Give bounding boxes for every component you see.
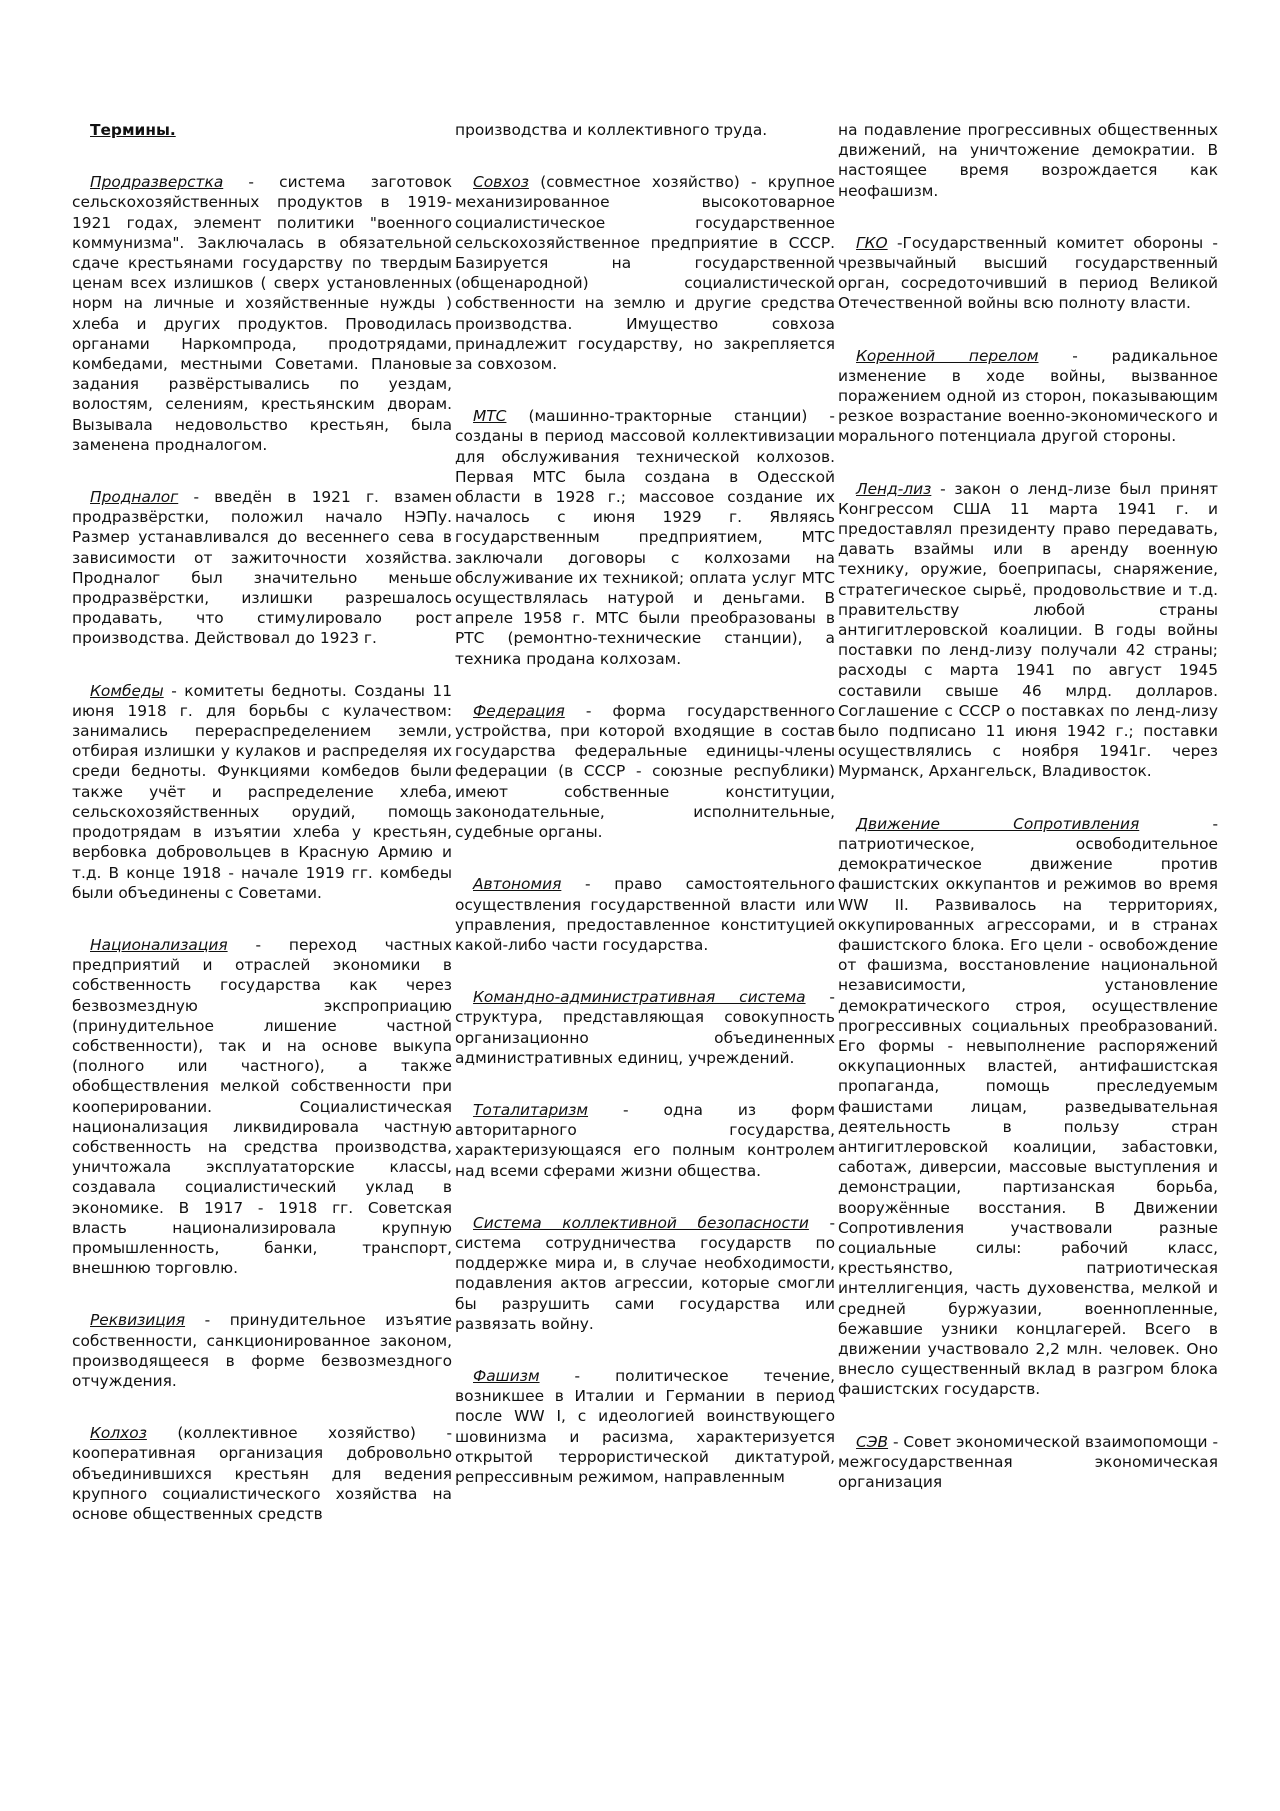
term-name: Продразверстка — [90, 173, 224, 192]
term-entry — [72, 1423, 452, 1524]
term-entry — [455, 1213, 835, 1334]
term-name: Командно-административная система — [473, 988, 806, 1007]
continuation-text: на подавление прогрессивных общественных движений, на уничтожение демократии. В настоящее время возрождается как неофашизм. — [838, 121, 1218, 200]
term-name: Автономия — [473, 875, 562, 894]
term-definition: - система заготовок сельскохозяйственных продуктов в 1919-1921 годах, элемент политики "военного коммунизма". Заключалась в обязательной сдаче крестьянами государству по твердым ценам всех излишков ( сверх установленных норм на личные и хозяйственные нужды ) хлеба и других продуктов. Проводилась органами Наркомпрода, продотрядами, комбедами, местными Советами. Плановые задания развёрстывались по уездам, волостям, селениям, крестьянским дворам. Вызывала недовольство крестьян, была заменена продналогом. — [72, 173, 452, 454]
term-name: Система коллективной безопасности — [473, 1213, 809, 1232]
term-definition: (машинно-тракторные станции) - созданы в период массовой коллективизации для обслуживания технической колхозов. Первая МТС была создана в Одесской области в 1928 г.; массовое создание их началось с июня 1929 г. Являясь государственным предприятием, МТС заключали договоры с колхозами на обслуживание их техникой; оплата услуг МТС осуществлялась натурой и деньгами. В апреле 1958 г. МТС были преобразованы в РТС (ремонтно-технические станции), а техника продана колхозам. — [455, 407, 835, 668]
term-definition: - форма государственного устройства, при которой входящие в состав государства федеральные единицы-члены федерации (в СССР - союзные республики) имеют собственные конституции, законодательные, исполнительные, судебные органы. — [455, 701, 835, 842]
term-entry — [455, 1100, 835, 1181]
term-name: Продналог — [90, 488, 179, 507]
term-entry — [455, 701, 835, 842]
term-definition: (коллективное хозяйство) - кооперативная организация добровольно объединившихся крестьян для ведения крупного социалистического хозяйства на основе общественных средств — [72, 1424, 452, 1523]
term-continuation — [838, 120, 1218, 201]
term-entry — [838, 479, 1218, 782]
term-definition: - Совет экономической взаимопомощи - межгосударственная экономическая организация — [838, 1432, 1219, 1491]
column-2 — [455, 120, 835, 1519]
term-name: Тоталитаризм — [473, 1100, 589, 1119]
term-name: Колхоз — [90, 1424, 147, 1443]
term-name: Национализация — [90, 935, 228, 954]
term-continuation — [455, 120, 835, 140]
term-entry — [455, 172, 835, 374]
term-entry — [455, 1366, 835, 1487]
term-definition: - комитеты бедноты. Созданы 11 июня 1918 г. для борьбы с кулачеством: занимались перераспределением земли, отбирая излишки у кулаков и распределяя их среди бедноты. Функциями комбедов были также учёт и распределение хлеба, сельскохозяйственных орудий, помощь продотрядам в изъятии хлеба у крестьян, вербовка добровольцев в Красную Армию и т.д. В конце 1918 - начале 1919 гг. комбеды были объединены с Советами. — [72, 681, 452, 902]
term-entry — [72, 487, 452, 649]
term-entry — [72, 935, 452, 1278]
term-definition: - одна из форм авторитарного государства, характеризующаяся его полным контролем над всеми сферами жизни общества. — [455, 1100, 835, 1180]
term-name: ГКО — [856, 233, 888, 252]
term-definition: - структура, представляющая совокупность организационно объединенных административных единиц, учреждений. — [455, 988, 835, 1067]
term-definition: - закон о ленд-лизе был принят Конгрессом США 11 марта 1941 г. и предоставлял президенту право передавать, давать взаймы или в аренду военную технику, оружие, боеприпасы, снаряжение, стратегическое сырьё, продовольствие и т.д. правительству любой страны антигитлеровской коалиции. В годы войны поставки по ленд-лизу получали 42 страны; расходы с марта 1941 по август 1945 составили свыше 46 млрд. долларов. Соглашение с СССР о поставках по ленд-лизу было подписано 11 июня 1942 г.; поставки осуществлялись с ноября 1941г. через Мурманск, Архангельск, Владивосток. — [838, 479, 1218, 781]
term-name: Ленд-лиз — [856, 479, 932, 498]
page-title: Термины. — [90, 121, 176, 139]
term-name: Коренной перелом — [856, 346, 1039, 365]
term-name: Федерация — [473, 701, 565, 720]
continuation-text: производства и коллективного труда. — [455, 121, 768, 139]
term-entry — [455, 987, 835, 1068]
term-name: Совхоз — [473, 173, 529, 192]
term-name: МТС — [473, 407, 507, 426]
term-definition: (совместное хозяйство) - крупное механизированное высокотоварное социалистическое государственное сельскохозяйственное предприятие в СССР. Базируется на государственной (общенародной) социалистической собственности на землю и другие средства производства. Имущество совхоза принадлежит государству, но закрепляется за совхозом. — [455, 173, 835, 374]
term-entry — [72, 681, 452, 903]
term-name: Фашизм — [473, 1366, 540, 1385]
term-definition: - принудительное изъятие собственности, санкционированное законом, производящееся в форме безвозмездного отчуждения. — [72, 1311, 452, 1390]
term-entry — [455, 874, 835, 955]
term-entry — [72, 172, 452, 455]
term-definition: - политическое течение, возникшее в Италии и Германии в период после WW I, с идеологией воинствующего шовинизма и расизма, характеризуется открытой террористической диктатурой, репрессивным режимом, направленным — [455, 1366, 835, 1486]
term-entry — [838, 814, 1218, 1400]
term-entry — [838, 346, 1218, 447]
column-1 — [72, 120, 452, 1556]
term-entry — [72, 1310, 452, 1391]
term-definition: - патриотическое, освободительное демократическое движение против фашистских оккупантов и режимов во время WW II. Развивалось на территориях, оккупированных агрессорами, и в странах фашистского блока. Его цели - освобождение от фашизма, восстановление национальной независимости, установление демократического строя, осуществление прогрессивных социальных преобразований. Его формы - невыполнение распоряжений оккупационных властей, антифашистская пропаганда, помощь преследуемым фашистами лицам, разведывательная деятельность в пользу стран антигитлеровской коалиции, забастовки, саботаж, диверсии, массовые выступления и демонстрации, партизанская борьба, вооружённые восстания. В Движении Сопротивления участвовали разные социальные силы: рабочий класс, крестьянство, патриотическая интеллигенция, часть духовенства, мелкой и средней буржуазии, военнопленные, бежавшие узники концлагерей. Всего в движении участвовало 2,2 млн. человек. Оно внесло существенный вклад в разгром блока фашистских государств. — [838, 814, 1219, 1399]
term-entry — [838, 1432, 1218, 1493]
term-definition: - введён в 1921 г. взамен продразвёрстки, положил начало НЭПу. Размер устанавливался до весеннего сева в зависимости от зажиточности хозяйства. Продналог был значительно меньше продразвёрстки, излишки разрешалось продавать, что стимулировало рост производства. Действовал до 1923 г. — [72, 488, 452, 648]
term-name: Комбеды — [90, 681, 164, 700]
term-definition: - радикальное изменение в ходе войны, вызванное поражением одной из сторон, показывающим резкое возрастание военно-экономического и морального потенциала другой стороны. — [838, 346, 1218, 446]
term-definition: - переход частных предприятий и отраслей экономики в собственность государства как через безвозмездную экспроприацию (принудительное лишение частной собственности), так и на основе выкупа (полного или частного), а также обобществления мелкой собственности при кооперировании. Социалистическая национализация ликвидировала частную собственность на средства производства, уничтожала эксплуататорские классы, создавала социалистический уклад в экономике. В 1917 - 1918 гг. Советская власть национализировала крупную промышленность, банки, транспорт, внешнюю торговлю. — [72, 935, 452, 1278]
term-definition: - система сотрудничества государств по поддержке мира и, в случае необходимости, подавления актов агрессии, которые смогли бы разрушить сами государства или развязать войну. — [455, 1213, 835, 1333]
term-name: Реквизиция — [90, 1311, 186, 1330]
term-entry — [838, 233, 1218, 314]
term-definition: -Государственный комитет обороны - чрезвычайный высший государственный орган, сосредоточивший в период Великой Отечественной войны всю полноту власти. — [838, 233, 1218, 313]
term-name: Движение Сопротивления — [856, 814, 1140, 833]
term-definition: - право самостоятельного осуществления государственной власти или управления, предоставленное конституцией какой-либо части государства. — [455, 875, 835, 954]
term-name: СЭВ — [856, 1432, 889, 1451]
term-entry — [455, 406, 835, 669]
column-3 — [838, 120, 1218, 1524]
